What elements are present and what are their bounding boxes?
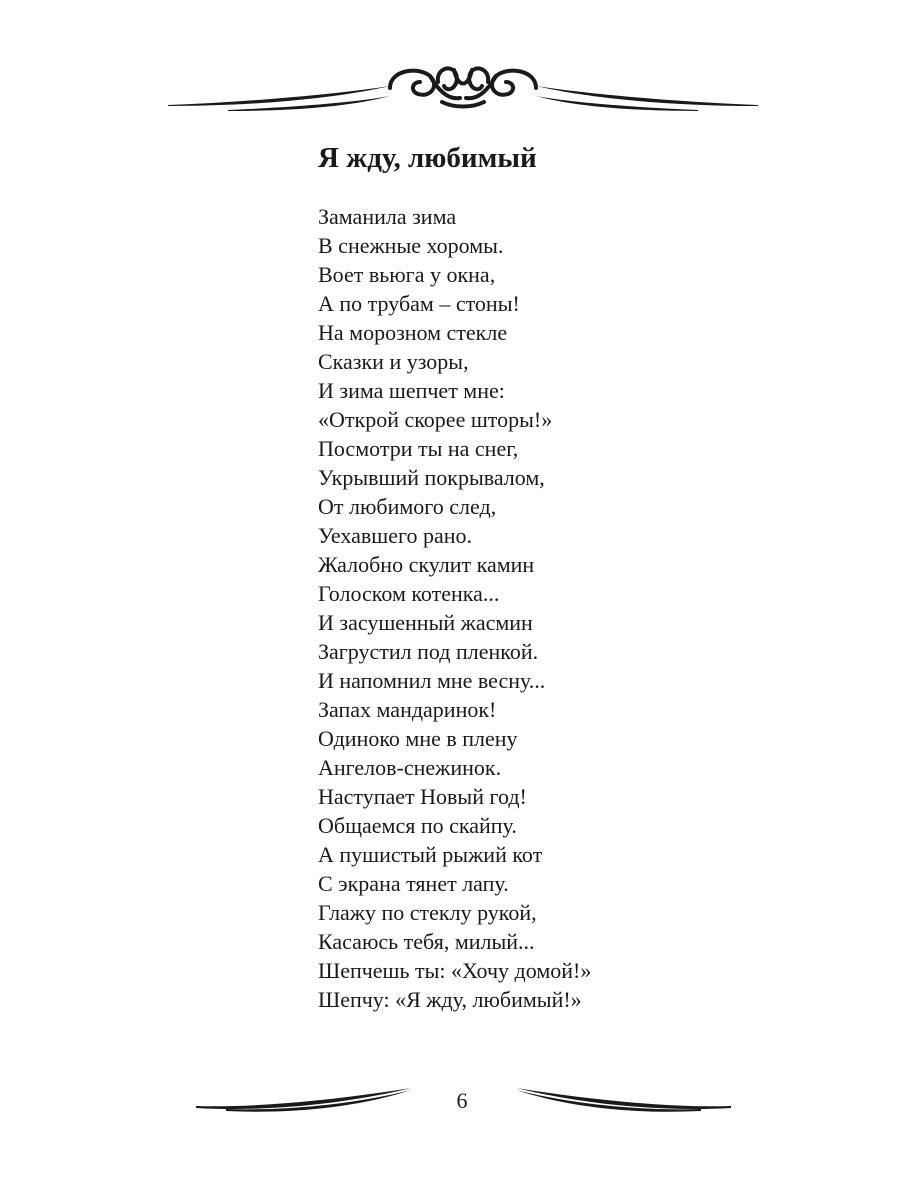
- poem-line: Наступает Новый год!: [318, 784, 527, 809]
- poem-line: А по трубам – стоны!: [318, 291, 520, 316]
- poem-body: [318, 202, 591, 1014]
- poem-line: В снежные хоромы.: [318, 233, 504, 258]
- poem-line: От любимого след,: [318, 494, 497, 519]
- poem-line: Жалобно скулит камин: [318, 552, 535, 577]
- poem-line: И напомнил мне весну...: [318, 668, 546, 693]
- poem-line: Заманила зима: [318, 204, 457, 229]
- poem-line: Глажу по стеклу рукой,: [318, 900, 537, 925]
- poem-line: Голоском котенка...: [318, 581, 500, 606]
- page-number: 6: [456, 1088, 468, 1113]
- poem-line: Шепчешь ты: «Хочу домой!»: [318, 958, 592, 983]
- poem-line: Ангелов-снежинок.: [318, 755, 502, 780]
- poem-line: И зима шепчет мне:: [318, 378, 505, 403]
- poem-line: А пушистый рыжий кот: [318, 842, 543, 867]
- poem-line: Общаемся по скайпу.: [318, 813, 517, 838]
- poem-line: Воет вьюга у окна,: [318, 262, 496, 287]
- poem-line: Запах мандаринок!: [318, 697, 497, 722]
- poem-line: Одиноко мне в плену: [318, 726, 518, 751]
- poem-line: Посмотри ты на снег,: [318, 436, 519, 461]
- poem-line: На морозном стекле: [318, 320, 508, 345]
- poem-line: И засушенный жасмин: [318, 610, 533, 635]
- poem-line: Уехавшего рано.: [318, 523, 472, 548]
- poem-line: Сказки и узоры,: [318, 349, 469, 374]
- poem-line: Касаюсь тебя, милый...: [318, 929, 535, 954]
- swirl-divider-icon: [168, 58, 758, 118]
- poem-line: Шепчу: «Я жду, любимый!»: [318, 987, 582, 1012]
- poem-line: Загрустил под пленкой.: [318, 639, 539, 664]
- poem-line: Укрывший покрывалом,: [318, 465, 545, 490]
- poem-title: Я жду, любимый: [318, 142, 537, 174]
- poem-line: С экрана тянет лапу.: [318, 871, 509, 896]
- poem-line: «Открой скорее шторы!»: [318, 407, 553, 432]
